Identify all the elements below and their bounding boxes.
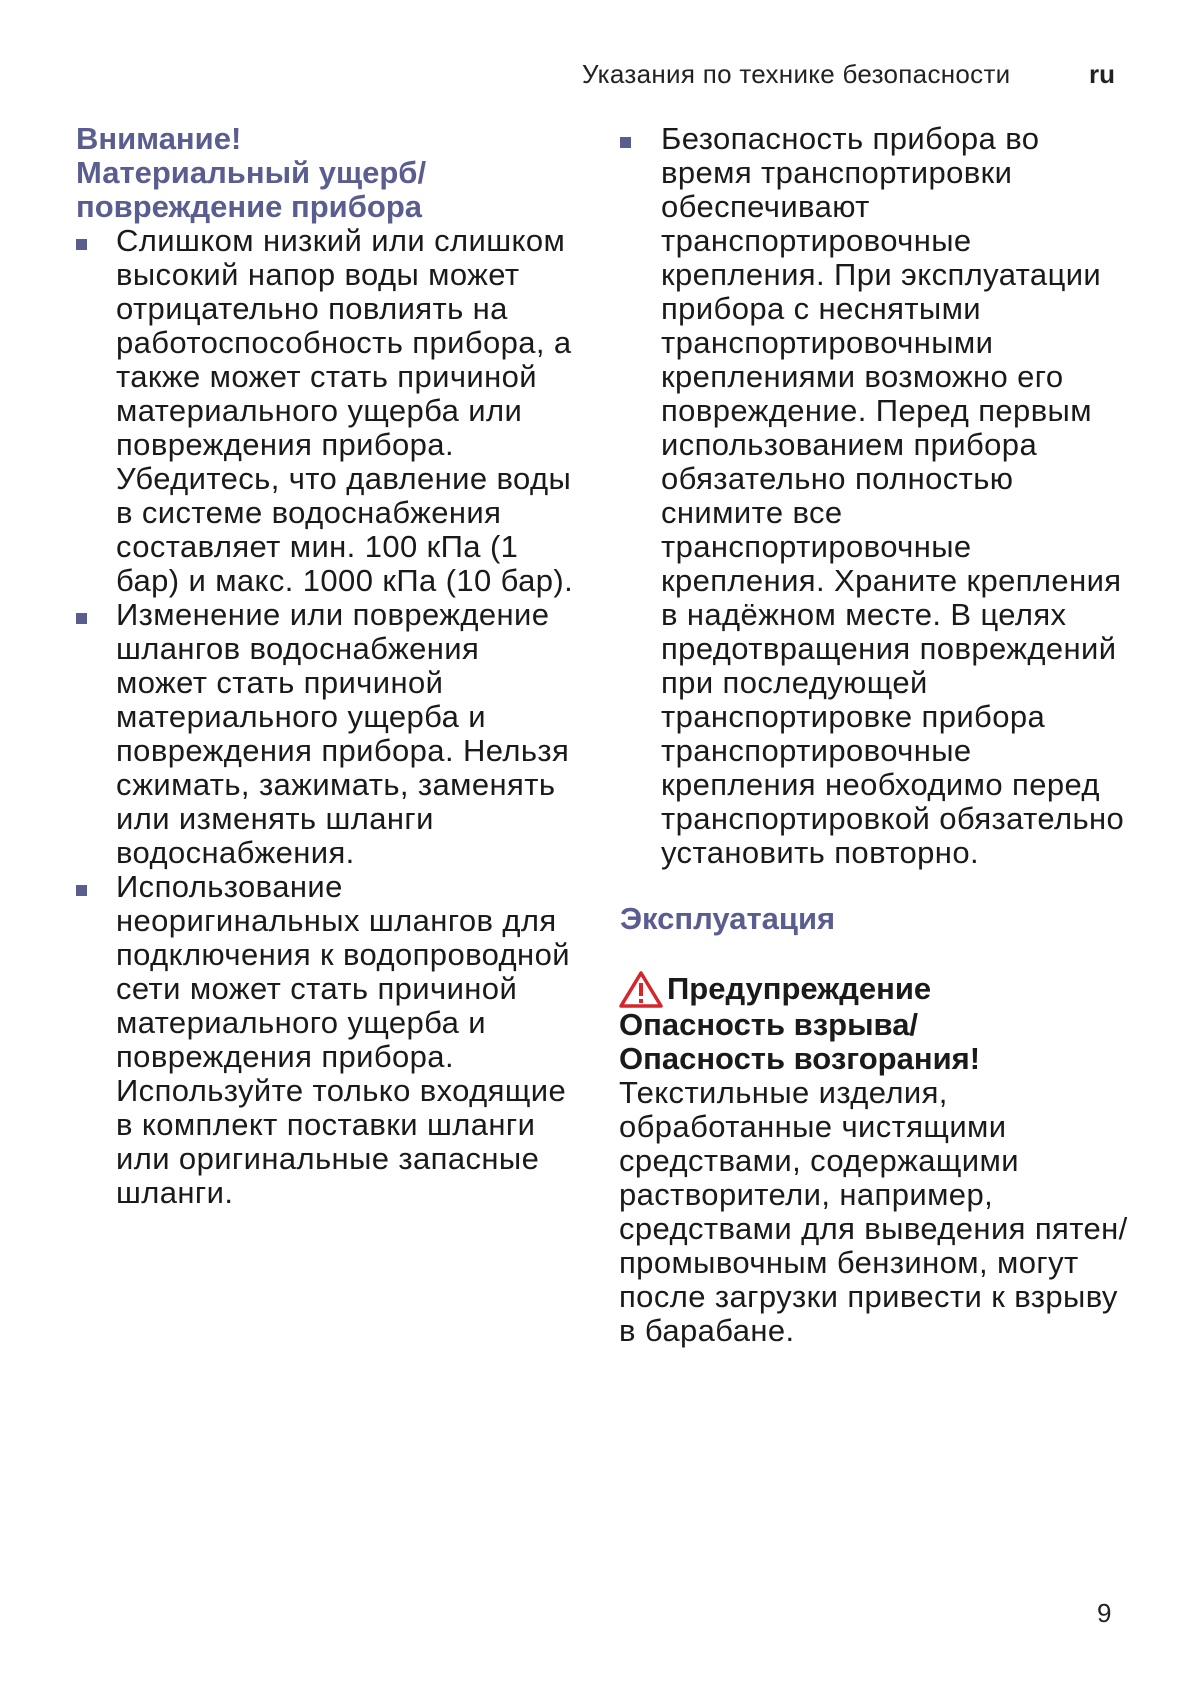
square-bullet-icon [76, 239, 87, 250]
square-bullet-icon [76, 613, 87, 624]
list-item [76, 870, 576, 1210]
danger-title-line-2: Опасность возгорания! [619, 1041, 981, 1076]
list-item [76, 224, 576, 598]
list-item-text: Безопасность прибора во время транспортировки обеспечивают транспортировочные крепления. При эксплуатации прибора с неснятыми транспортировочными креплениями возможно его повреждение. Перед первым использованием прибора обязательно полностью снимите все транспортировочные крепления. Храните крепления в надёжном месте. В целях предотвращения повреждений при последующей транспортировке прибора транспортировочные крепления необходимо перед транспортировкой обязательно установить повторно. [661, 121, 1125, 870]
left-column [76, 122, 576, 1210]
square-bullet-icon [76, 885, 87, 896]
warning-label: Предупреждение [667, 971, 932, 1006]
running-header-title: Указания по технике безопасности [582, 59, 1011, 89]
notice-heading-line-2: Материальный ущерб/ [76, 155, 427, 190]
list-item-text: Слишком низкий или слишком высокий напор воды может отрицательно повлиять на работоспособность прибора, а также может стать причиной материального ущерба или повреждения прибора. Убедитесь, что давление воды в системе водоснабжения составляет мин. 100 кПа (1 бар) и макс. 1000 кПа (10 бар). [116, 223, 574, 598]
transport-bullet-list [620, 122, 1130, 870]
right-column [620, 122, 1130, 1348]
list-item-text: Изменение или повреждение шлангов водоснабжения может стать причиной материального ущерба и повреждения прибора. Нельзя сжимать, зажимать, заменять или изменять шланги водоснабжения. [116, 597, 570, 870]
notice-heading-line-1: Внимание! [76, 121, 242, 156]
warning-triangle-icon [619, 970, 663, 1008]
language-code: ru [1089, 59, 1115, 89]
danger-title-line-1: Опасность взрыва/ [619, 1007, 919, 1042]
danger-title [619, 1008, 1130, 1076]
list-item [620, 122, 1130, 870]
list-item [76, 598, 576, 870]
notice-heading [76, 122, 576, 224]
notice-bullet-list [76, 224, 576, 1210]
warning-paragraph: Текстильные изделия, обработанные чистящими средствами, содержащими растворители, например, средствами для выведения пятен/промывочным бензином, могут после загрузки привести к взрыву в барабане. [619, 1075, 1128, 1348]
page-number: 9 [1097, 1598, 1112, 1628]
warning-line [619, 970, 1130, 1008]
square-bullet-icon [620, 137, 631, 148]
list-item-text: Использование неоригинальных шлангов для подключения к водопроводной сети может стать причиной материального ущерба и повреждения прибора. Используйте только входящие в комплект поставки шланги или оригинальные запасные шланги. [116, 869, 570, 1210]
section-heading-operation: Эксплуатация [620, 901, 836, 936]
notice-heading-line-3: повреждение прибора [76, 189, 422, 224]
